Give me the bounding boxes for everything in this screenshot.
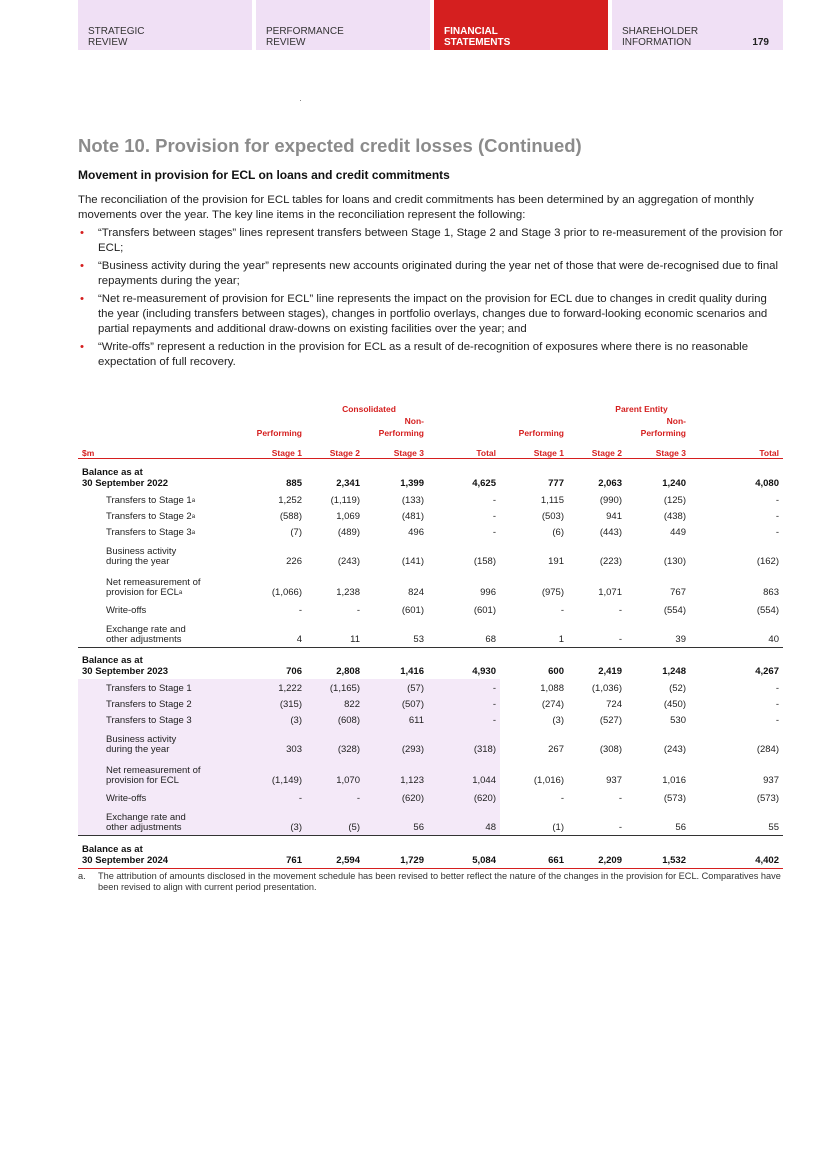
row-label-text: Business activity: [106, 733, 177, 745]
table-cell: -: [775, 682, 779, 694]
table-cell: -: [356, 604, 360, 616]
table-cell: (274): [541, 698, 564, 710]
table-cell: -: [618, 633, 622, 645]
footnote-reference: a: [178, 589, 183, 596]
table-cell: -: [775, 510, 779, 522]
column-header: Stage 1: [238, 438, 306, 458]
row-label: [78, 804, 238, 836]
row-label: [78, 522, 238, 538]
table-cell: (293): [364, 726, 428, 757]
row-label-text: provision for ECL: [106, 586, 179, 598]
section-subtitle: Movement in provision for ECL on loans and credit commitments: [78, 168, 450, 182]
table-cell: (130): [663, 555, 686, 567]
table-cell: -: [560, 604, 564, 616]
nav-tab-label: REVIEW: [266, 37, 306, 48]
footnote: [78, 871, 783, 893]
row-label-text: Write-offs: [106, 792, 147, 804]
table-cell: 4: [296, 633, 302, 645]
table-cell: 822: [306, 694, 364, 710]
table-cell: (975): [541, 586, 564, 598]
table-cell: (6): [552, 526, 564, 538]
table-cell: -: [428, 679, 500, 694]
table-cell: 1,016: [662, 774, 686, 786]
table-row: [78, 757, 783, 788]
table-cell: (315): [238, 694, 306, 710]
row-label-text: Transfers to Stage 1: [106, 682, 192, 694]
table-cell: -: [306, 788, 364, 804]
table-cell: (3): [552, 714, 564, 726]
row-label: [78, 788, 238, 804]
table-cell: 4,930: [428, 647, 500, 679]
nav-tab-financial-statements[interactable]: [434, 0, 608, 50]
table-cell: 885: [286, 477, 302, 489]
table-cell: (620): [428, 788, 500, 804]
table-cell: 941: [606, 510, 622, 522]
table-cell: -: [238, 788, 306, 804]
footnote-marker: a.: [78, 871, 86, 881]
column-header: Total: [690, 438, 783, 458]
table-cell: (1): [552, 821, 564, 833]
table-cell: 48: [428, 804, 500, 836]
bullet-icon: •: [80, 341, 84, 353]
table-cell: 56: [675, 821, 686, 833]
list-item-text: “Business activity during the year” represents new accounts originated during the year net of those that were de-recognised due to final repayments during the year;: [98, 260, 779, 287]
table-cell: (328): [306, 726, 364, 757]
table-cell: (57): [364, 679, 428, 694]
column-header: Performing: [256, 428, 302, 438]
table-cell: 937: [763, 774, 779, 786]
table-row: [78, 491, 783, 506]
row-label-text: Balance as at: [82, 466, 143, 478]
table-cell: 824: [408, 586, 424, 598]
column-header: Stage 2: [306, 438, 364, 458]
column-header: Total: [428, 438, 500, 458]
row-label-text: other adjustments: [106, 633, 182, 645]
section-nav: [78, 0, 783, 50]
nav-tab-performance-review[interactable]: [256, 0, 430, 50]
table-cell: (554): [663, 604, 686, 616]
table-cell: 2,419: [568, 647, 626, 679]
table-cell: -: [775, 714, 779, 726]
table-cell: 1,069: [336, 510, 360, 522]
balance-row: [78, 458, 783, 491]
table-cell: (608): [306, 710, 364, 726]
page-number: 179: [752, 37, 769, 48]
table-cell: 56: [364, 804, 428, 836]
table-header-row: [78, 414, 783, 426]
footnote-reference: a: [191, 529, 196, 536]
table-cell: 937: [606, 774, 622, 786]
table-cell: (489): [337, 526, 360, 538]
table-cell: 2,594: [306, 835, 364, 868]
table-row: [78, 726, 783, 757]
row-label-text: other adjustments: [106, 821, 182, 833]
row-label: [78, 600, 238, 616]
table-cell: (588): [279, 510, 302, 522]
list-item: [78, 259, 783, 289]
list-item: [78, 292, 783, 337]
nav-tab-shareholder-information[interactable]: [612, 0, 783, 50]
row-label-text: during the year: [106, 555, 170, 567]
table-cell: -: [298, 604, 302, 616]
table-cell: 226: [286, 555, 302, 567]
table-cell: 267: [548, 743, 564, 755]
table-cell: 777: [548, 477, 564, 489]
table-cell: (481): [401, 510, 424, 522]
row-label-text: Net remeasurement of: [106, 576, 201, 588]
table-cell: -: [428, 710, 500, 726]
table-cell: (3): [238, 710, 306, 726]
table-cell: -: [618, 821, 622, 833]
row-label: [78, 458, 238, 491]
table-cell: 1,088: [540, 682, 564, 694]
row-label-text: Business activity: [106, 545, 177, 557]
table-cell: (7): [290, 526, 302, 538]
row-label-text: Exchange rate and: [106, 811, 186, 823]
list-item-text: “Write-offs” represent a reduction in the provision for ECL as a result of de-recognition of exposures where there is no reasonable expectation of full recovery.: [98, 341, 749, 368]
table-row: [78, 522, 783, 538]
nav-tab-label: STRATEGIC: [88, 26, 145, 37]
row-label: [78, 694, 238, 710]
table-cell: 724: [606, 698, 622, 710]
list-item: [78, 340, 783, 370]
table-cell: (243): [663, 743, 686, 755]
table-header-row: [78, 426, 783, 438]
group-header-consolidated: Consolidated: [342, 404, 396, 414]
table-cell: (554): [756, 604, 779, 616]
table-cell: 4,080: [755, 477, 779, 489]
table-cell: (318): [428, 726, 500, 757]
row-label-text: Balance as at: [82, 654, 143, 666]
row-label: [78, 538, 238, 569]
table-row: [78, 679, 783, 694]
table-cell: (1,119): [330, 494, 360, 506]
table-cell: 530: [670, 714, 686, 726]
row-label-text: Transfers to Stage 2: [106, 510, 192, 522]
table-cell: (573): [756, 792, 779, 804]
row-label-text: provision for ECL: [106, 774, 179, 786]
table-cell: -: [428, 694, 500, 710]
table-row: [78, 538, 783, 569]
table-cell: 611: [364, 710, 428, 726]
table-cell: (573): [663, 792, 686, 804]
table-cell: (601): [401, 604, 424, 616]
column-header: Performing: [640, 428, 686, 438]
table-row: [78, 569, 783, 600]
nav-tab-label: PERFORMANCE: [266, 26, 344, 37]
table-cell: (308): [599, 743, 622, 755]
table-cell: 40: [768, 633, 779, 645]
table-cell: 761: [238, 835, 306, 868]
note-title: Note 10. Provision for expected credit losses (Continued): [78, 135, 582, 156]
nav-tab-label: STATEMENTS: [444, 37, 511, 48]
table-cell: 39: [675, 633, 686, 645]
footnote-text: The attribution of amounts disclosed in the movement schedule has been revised to better reflect the nature of the changes in the provision for ECL. Comparatives have been revised to align with current period presentation.: [98, 871, 781, 892]
table-cell: (125): [663, 494, 686, 506]
table-cell: -: [618, 792, 622, 804]
table-cell: 1,248: [626, 647, 690, 679]
row-label: [78, 616, 238, 648]
table-cell: 53: [413, 633, 424, 645]
nav-tab-strategic-review[interactable]: [78, 0, 252, 50]
table-cell: 1: [558, 633, 564, 645]
row-label-text: Transfers to Stage 3: [106, 526, 192, 538]
nav-tab-label: INFORMATION: [622, 37, 692, 48]
table-row: [78, 788, 783, 804]
table-cell: 1,222: [238, 679, 306, 694]
table-cell: (3): [238, 804, 306, 836]
table-cell: 661: [500, 835, 568, 868]
table-cell: (1,066): [271, 586, 302, 598]
column-header: Stage 3: [364, 438, 428, 458]
table-cell: -: [492, 494, 496, 506]
nav-tab-label: FINANCIAL: [444, 26, 498, 37]
table-cell: 1,240: [662, 477, 686, 489]
table-cell: (527): [599, 714, 622, 726]
row-label: [78, 491, 238, 506]
table-cell: 2,808: [306, 647, 364, 679]
ecl-movement-table: [78, 400, 783, 869]
table-cell: (1,016): [533, 774, 564, 786]
table-cell: 191: [548, 555, 564, 567]
table-cell: 767: [670, 586, 686, 598]
table-row: [78, 804, 783, 836]
table-cell: 4,625: [472, 477, 496, 489]
nav-tab-label: REVIEW: [88, 37, 128, 48]
table-cell: (507): [364, 694, 428, 710]
table-cell: 706: [238, 647, 306, 679]
balance-row: [78, 835, 783, 868]
table-cell: 2,209: [568, 835, 626, 868]
table-cell: 2,063: [598, 477, 622, 489]
column-header: Stage 2: [568, 438, 626, 458]
table-cell: (443): [599, 526, 622, 538]
row-label: [78, 569, 238, 600]
table-cell: (158): [473, 555, 496, 567]
table-cell: -: [560, 792, 564, 804]
table-row: [78, 600, 783, 616]
intro-paragraph: The reconciliation of the provision for ECL tables for loans and credit commitments has been determined by an aggregation of monthly movements over the year. The key line items in the reconciliation represent the following:: [78, 194, 754, 221]
row-label: [78, 757, 238, 788]
row-label-text: Transfers to Stage 2: [106, 698, 192, 710]
table-cell: (52): [669, 682, 686, 694]
table-cell: 5,084: [428, 835, 500, 868]
bullet-icon: •: [80, 227, 84, 239]
table-body: [78, 458, 783, 868]
footnote-reference: a: [191, 497, 196, 504]
table-cell: -: [492, 510, 496, 522]
group-header-parent-entity: Parent Entity: [615, 404, 668, 414]
stray-dot: [300, 100, 301, 101]
row-label-text: Net remeasurement of: [106, 764, 201, 776]
definition-list: [78, 226, 783, 373]
row-label-text: Balance as at: [82, 843, 143, 855]
list-item-text: “Net re-measurement of provision for ECL” line represents the impact on the provision for ECL due to changes in credit quality during the year (including transfers between stages), changes in portfolio overlays, changes due to forward-looking economic scenarios and partial repayments and additional draw-downs on existing facilities over the year; and: [98, 293, 768, 335]
table-cell: (223): [599, 555, 622, 567]
column-header: Non-: [666, 416, 686, 426]
table-header-group-row: [78, 400, 783, 414]
row-label: [78, 710, 238, 726]
column-header: Performing: [378, 428, 424, 438]
table-cell: 449: [670, 526, 686, 538]
table-cell: 1,123: [364, 757, 428, 788]
column-header: Stage 1: [500, 438, 568, 458]
table-cell: -: [775, 526, 779, 538]
table-cell: 1,532: [626, 835, 690, 868]
table-cell: -: [492, 526, 496, 538]
table-cell: 1,416: [364, 647, 428, 679]
row-label-text: 30 September 2023: [82, 665, 169, 677]
table-cell: (133): [401, 494, 424, 506]
table-row: [78, 506, 783, 522]
table-cell: (1,149): [238, 757, 306, 788]
row-label-text: 30 September 2024: [82, 854, 169, 866]
balance-row: [78, 647, 783, 679]
table-cell: 1,729: [364, 835, 428, 868]
table-cell: (162): [756, 555, 779, 567]
bullet-icon: •: [80, 260, 84, 272]
table-cell: (1,165): [306, 679, 364, 694]
row-label-text: Transfers to Stage 3: [106, 714, 192, 726]
row-label-text: Transfers to Stage 1: [106, 494, 192, 506]
column-header: Performing: [518, 428, 564, 438]
nav-tab-label: SHAREHOLDER: [622, 26, 699, 37]
table-cell: 1,399: [400, 477, 424, 489]
table-cell: 4,402: [690, 835, 783, 868]
row-label-text: during the year: [106, 743, 170, 755]
table-cell: 55: [768, 821, 779, 833]
table-row: [78, 694, 783, 710]
table-cell: 2,341: [336, 477, 360, 489]
table-cell: (450): [663, 698, 686, 710]
row-label: [78, 647, 238, 679]
row-label-text: 30 September 2022: [82, 477, 169, 489]
table-cell: (5): [306, 804, 364, 836]
table-cell: (284): [756, 743, 779, 755]
table-cell: 863: [763, 586, 779, 598]
table-cell: (438): [663, 510, 686, 522]
list-item: [78, 226, 783, 256]
row-label: [78, 835, 238, 868]
table-cell: 303: [238, 726, 306, 757]
footnote-reference: a: [191, 513, 196, 520]
table-cell: 1,044: [428, 757, 500, 788]
table-cell: (1,036): [591, 682, 622, 694]
table-cell: 1,238: [336, 586, 360, 598]
table-cell: 4,267: [690, 647, 783, 679]
table-cell: -: [775, 494, 779, 506]
table-cell: 68: [485, 633, 496, 645]
table-cell: (990): [599, 494, 622, 506]
table-cell: (243): [337, 555, 360, 567]
table-cell: 1,071: [598, 586, 622, 598]
list-item-text: “Transfers between stages” lines represent transfers between Stage 1, Stage 2 and Stage 3 prior to re-measurement of the provision for ECL;: [98, 227, 783, 254]
table-cell: 600: [500, 647, 568, 679]
table-cell: -: [618, 604, 622, 616]
column-header: Non-: [404, 416, 424, 426]
table-cell: 1,252: [278, 494, 302, 506]
row-label-text: Write-offs: [106, 604, 147, 616]
table-cell: (601): [473, 604, 496, 616]
table-cell: -: [775, 698, 779, 710]
row-label: [78, 506, 238, 522]
table-cell: 1,070: [306, 757, 364, 788]
bullet-icon: •: [80, 293, 84, 305]
table-cell: (503): [541, 510, 564, 522]
row-label: [78, 679, 238, 694]
table-cell: 1,115: [540, 494, 564, 506]
column-header: $m: [78, 438, 238, 458]
table-row: [78, 616, 783, 648]
table-header-row: [78, 438, 783, 458]
table-cell: (141): [401, 555, 424, 567]
table-cell: 11: [350, 633, 360, 645]
row-label-text: Exchange rate and: [106, 623, 186, 635]
table-cell: 496: [408, 526, 424, 538]
table-row: [78, 710, 783, 726]
column-header: Stage 3: [626, 438, 690, 458]
table-cell: 996: [480, 586, 496, 598]
row-label: [78, 726, 238, 757]
table-cell: (620): [364, 788, 428, 804]
